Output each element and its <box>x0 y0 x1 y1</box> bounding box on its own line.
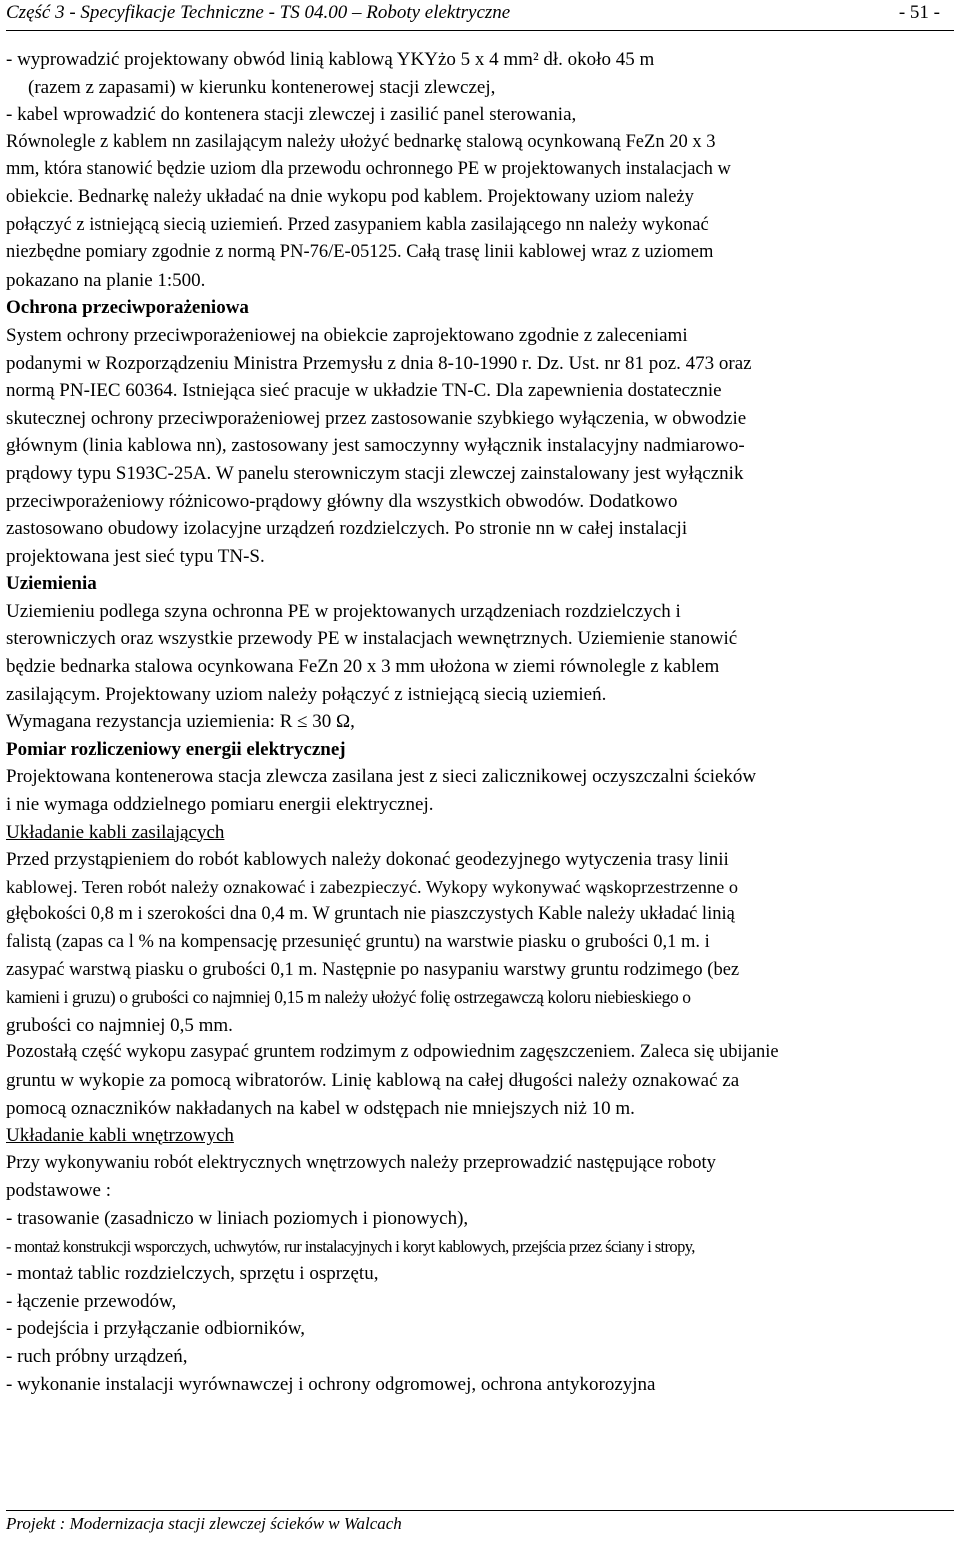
body-line: kamieni i gruzu) o grubości co najmniej 0,15 m należy ułożyć folię ostrzegawczą koloru niebieskiego o <box>6 987 691 1008</box>
list-item: - łączenie przewodów, <box>6 1290 177 1312</box>
list-item: - ruch próbny urządzeń, <box>6 1345 188 1367</box>
document-body <box>6 46 954 1398</box>
body-line: falistą (zapas ca l % na kompensację przesunięć gruntu) na warstwie piasku o grubości 0,1 m. i <box>6 932 710 952</box>
list-item: - montaż konstrukcji wsporczych, uchwytów, rur instalacyjnych i koryt kablowych, przejścia przez ściany i stropy, <box>6 1236 695 1256</box>
body-line: podanymi w Rozporządzeniu Ministra Przemysłu z dnia 8-10-1990 r. Dz. Ust. nr 81 poz. 473 oraz <box>6 352 752 374</box>
body-line: mm, która stanowić będzie uziom dla przewodu ochronnego PE w projektowanych instalacjach w <box>6 159 731 180</box>
body-line: zastosowano obudowy izolacyjne urządzeń rozdzielczych. Po stronie nn w całej instalacji <box>6 518 688 540</box>
body-line: połączyć z istniejącą siecią uziemień. Przed zasypaniem kabla zasilającego nn należy wykonać <box>6 214 709 235</box>
body-line: skutecznej ochrony przeciwporażeniowej przez zastosowanie szybkiego wyłączenia, w obwodzie <box>6 407 747 429</box>
body-line: zasypać warstwą piasku o grubości 0,1 m. Następnie po nasypaniu warstwy gruntu rodzimego (bez <box>6 959 740 980</box>
body-line: - kabel wprowadzić do kontenera stacji zlewczej i zasilić panel sterowania, <box>6 104 577 126</box>
body-line: sterowniczych oraz wszystkie przewody PE w instalacjach wewnętrznych. Uziemienie stanowić <box>6 628 738 650</box>
body-line: podstawowe : <box>6 1180 112 1202</box>
body-line: niezbędne pomiary zgodnie z normą PN-76/E-05125. Całą trasę linii kablowej wraz z uziomem <box>6 242 714 263</box>
body-line: i nie wymaga oddzielnego pomiaru energii elektrycznej. <box>6 794 434 816</box>
body-line: Projektowana kontenerowa stacja zlewcza zasilana jest z sieci zalicznikowej oczyszczalni ścieków <box>6 766 757 788</box>
list-item: - podejścia i przyłączanie odbiorników, <box>6 1318 305 1340</box>
list-item: - montaż tablic rozdzielczych, sprzętu i osprzętu, <box>6 1263 379 1285</box>
body-line: Równolegle z kablem nn zasilającym należy ułożyć bednarkę stalową ocynkowaną FeZn 20 x 3 <box>6 131 716 152</box>
section-heading: Ochrona przeciwporażeniowa <box>6 297 249 319</box>
body-line: projektowana jest sieć typu TN-S. <box>6 545 265 567</box>
section-heading: Układanie kabli zasilających <box>6 821 225 843</box>
body-line: kablowej. Teren robót należy oznakować i zabezpieczyć. Wykopy wykonywać wąskoprzestrzenne o <box>6 876 738 897</box>
page-header <box>6 0 954 31</box>
body-line: Uziemieniu podlega szyna ochronna PE w projektowanych urządzeniach rozdzielczych i <box>6 600 681 622</box>
body-line: będzie bednarka stalowa ocynkowana FeZn 20 x 3 mm ułożona w ziemi równolegle z kablem <box>6 656 720 678</box>
body-line: Pozostałą część wykopu zasypać gruntem rodzimym z odpowiednim zagęszczeniem. Zaleca się ubijanie <box>6 1042 779 1063</box>
body-line: Przed przystąpieniem do robót kablowych należy dokonać geodezyjnego wytyczenia trasy linii <box>6 849 729 871</box>
body-line: zasilającym. Projektowany uziom należy połączyć z istniejącą siecią uziemień. <box>6 683 607 705</box>
body-line: prądowy typu S193C-25A. W panelu sterowniczym stacji zlewczej zainstalowany jest wyłącznik <box>6 462 744 484</box>
list-item: - wykonanie instalacji wyrównawczej i ochrony odgromowej, ochrona antykorozyjna <box>6 1373 656 1395</box>
page-footer <box>6 1510 954 1534</box>
body-line: głębokości 0,8 m i szerokości dna 0,4 m. W gruntach nie piaszczystych Kable należy układać linią <box>6 904 735 925</box>
body-line: - wyprowadzić projektowany obwód linią kablową YKYżo 5 x 4 mm² dł. około 45 m <box>6 49 655 70</box>
body-line: przeciwporażeniowy różnicowo-prądowy główny dla wszystkich obwodów. Dodatkowo <box>6 490 678 512</box>
body-line: pokazano na planie 1:500. <box>6 269 206 291</box>
body-line: gruntu w wykopie za pomocą wibratorów. Linię kablową na całej długości należy oznakować za <box>6 1069 740 1091</box>
body-line: obiekcie. Bednarkę należy układać na dnie wykopu pod kablem. Projektowany uziom należy <box>6 186 694 207</box>
body-line: System ochrony przeciwporażeniowej na obiekcie zaprojektowano zgodnie z zaleceniami <box>6 324 688 346</box>
list-item: - trasowanie (zasadniczo w liniach poziomych i pionowych), <box>6 1207 469 1229</box>
body-line: pomocą oznaczników nakładanych na kabel w odstępach nie mniejszych niż 10 m. <box>6 1097 635 1119</box>
section-heading: Układanie kabli wnętrzowych <box>6 1125 234 1147</box>
body-line: głównym (linia kablowa nn), zastosowany jest samoczynny wyłącznik instalacyjny nadmiarowo- <box>6 435 745 457</box>
footer-project: Projekt : Modernizacja stacji zlewczej ścieków w Walcach <box>6 1514 402 1533</box>
section-heading: Uziemienia <box>6 573 97 595</box>
body-line: Wymagana rezystancja uziemienia: R ≤ 30 Ω, <box>6 711 355 733</box>
section-heading: Pomiar rozliczeniowy energii elektrycznej <box>6 738 346 760</box>
body-line: Przy wykonywaniu robót elektrycznych wnętrzowych należy przeprowadzić następujące roboty <box>6 1152 716 1173</box>
body-line: (razem z zapasami) w kierunku kontenerowej stacji zlewczej, <box>28 76 496 98</box>
body-line: grubości co najmniej 0,5 mm. <box>6 1014 233 1036</box>
body-line: normą PN-IEC 60364. Istniejąca sieć pracuje w układzie TN-C. Dla zapewnienia dostatecznie <box>6 380 722 402</box>
header-title: Część 3 - Specyfikacje Techniczne - TS 04.00 – Roboty elektryczne <box>6 2 511 23</box>
page-number: - 51 - <box>898 2 940 23</box>
